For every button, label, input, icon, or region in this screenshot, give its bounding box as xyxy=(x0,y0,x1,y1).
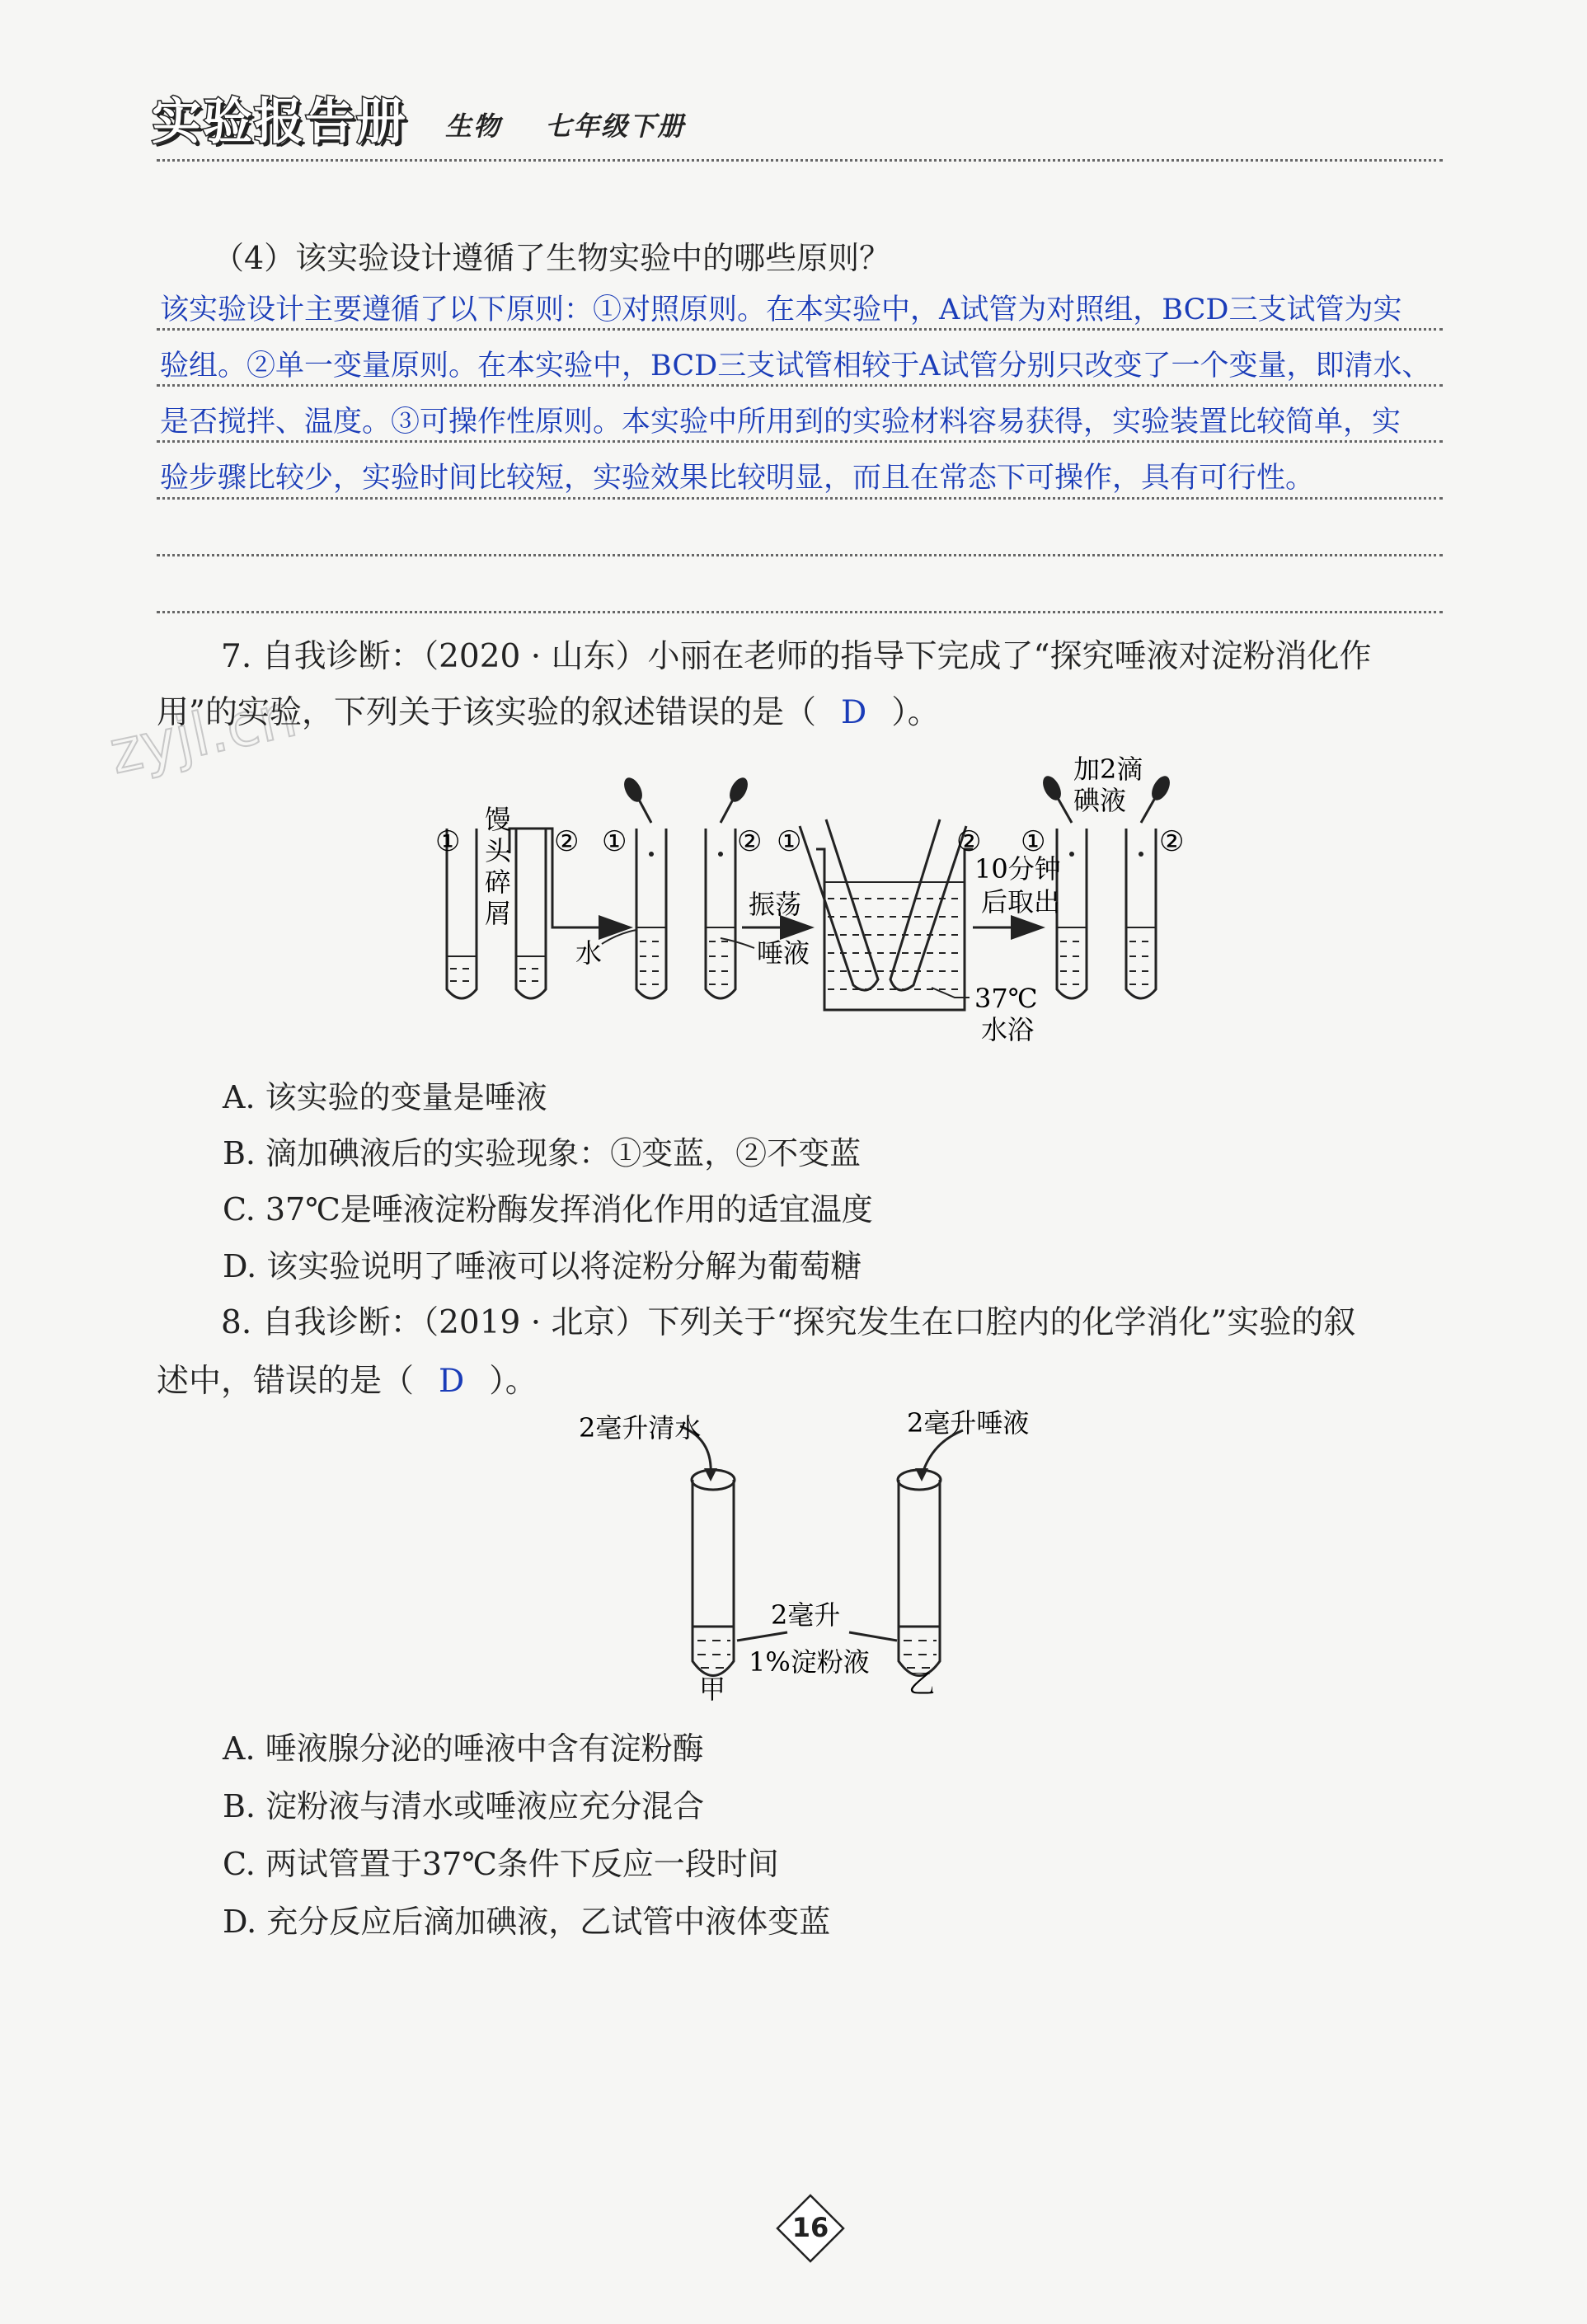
answer-rule xyxy=(157,440,1443,443)
starch-label: 1%淀粉液 xyxy=(749,1646,870,1678)
q4-answer-line: 是否搅拌、温度。③可操作性原则。本实验中所用到的实验材料容易获得，实验装置比较简单，实 xyxy=(160,406,1402,439)
answer-rule xyxy=(157,328,1443,331)
q7-option-b: B. 滴加碘液后的实验现象：①变蓝，②不变蓝 xyxy=(223,1135,862,1171)
circle-1-label: ① xyxy=(1021,825,1046,858)
q8-stem-line2: 述中，错误的是（ D ）。 xyxy=(157,1363,538,1400)
q4-answer-line: 验组。②单一变量原则。在本实验中，BCD三支试管相较于A试管分别只改变了一个变量，即清水、 xyxy=(160,350,1431,383)
header-divider xyxy=(157,159,1443,162)
circle-2-label: ② xyxy=(554,825,580,858)
svg-text:后取出: 后取出 xyxy=(981,886,1061,918)
q4-answer-line: 验步骤比较少，实验时间比较短，实验效果比较明显，而且在常态下可操作，具有可行性。 xyxy=(160,462,1315,495)
circle-1-label: ① xyxy=(602,825,627,858)
ten-minute-label: 10分钟 xyxy=(974,853,1061,885)
water-amount-label: 2毫升清水 xyxy=(579,1412,702,1444)
page-number: 16 xyxy=(791,2212,829,2243)
circle-1-label: ① xyxy=(777,825,802,858)
q8-option-c: C. 两试管置于37℃条件下反应一段时间 xyxy=(223,1846,779,1882)
q8-experiment-figure xyxy=(569,1406,1063,1719)
answer-rule xyxy=(157,611,1443,613)
q8-stem-line1: 8. 自我诊断：（2019 · 北京）下列关于“探究发生在口腔内的化学消化”实验的叙 xyxy=(221,1304,1356,1341)
answer-rule xyxy=(157,554,1443,556)
q8-answer: D xyxy=(439,1363,465,1400)
watermark: zyjl.cn xyxy=(103,680,303,787)
iodine-label: 加2滴 xyxy=(1073,754,1143,785)
saliva-amount-label: 2毫升唾液 xyxy=(907,1407,1030,1439)
mantou-label: 馒 xyxy=(485,804,512,835)
q4-question: （4）该实验设计遵循了生物实验中的哪些原则？ xyxy=(213,240,891,276)
header-subtitle xyxy=(445,106,718,143)
circle-2-label: ② xyxy=(956,825,982,858)
svg-text:头: 头 xyxy=(485,835,512,866)
water-bath-label: 水浴 xyxy=(981,1014,1035,1045)
svg-text:屑: 屑 xyxy=(485,898,512,929)
water-label: 水 xyxy=(575,937,603,969)
circle-2-label: ② xyxy=(737,825,763,858)
header-logo: 实验报告册 xyxy=(152,93,407,151)
q8-option-d: D. 充分反应后滴加碘液，乙试管中液体变蓝 xyxy=(223,1904,831,1940)
temperature-label: 37℃ xyxy=(974,983,1038,1014)
q7-stem-line2: 用”的实验，下列关于该实验的叙述错误的是（ D ）。 xyxy=(157,694,940,731)
subject-label: 生物 xyxy=(445,110,502,142)
tube-yi-label: 乙 xyxy=(909,1668,936,1699)
svg-text:碎: 碎 xyxy=(485,866,512,898)
svg-text:碘液: 碘液 xyxy=(1073,785,1127,816)
shake-label: 振荡 xyxy=(749,889,802,920)
answer-rule xyxy=(157,497,1443,500)
saliva-label: 唾液 xyxy=(757,937,810,969)
grade-label: 七年级下册 xyxy=(545,110,686,142)
tube-jia-label: 甲 xyxy=(699,1674,726,1705)
q8-option-b: B. 淀粉液与清水或唾液应充分混合 xyxy=(223,1788,705,1824)
q7-option-d: D. 该实验说明了唾液可以将淀粉分解为葡萄糖 xyxy=(223,1248,862,1284)
answer-rule xyxy=(157,384,1443,387)
circle-1-label: ① xyxy=(435,825,461,858)
q7-answer: D xyxy=(840,694,867,731)
circle-2-label: ② xyxy=(1159,825,1185,858)
q7-stem-line1: 7. 自我诊断：（2020 · 山东）小丽在老师的指导下完成了“探究唾液对淀粉消化作 xyxy=(221,638,1372,675)
q7-option-c: C. 37℃是唾液淀粉酶发挥消化作用的适宜温度 xyxy=(223,1191,873,1228)
q7-option-a: A. 该实验的变量是唾液 xyxy=(223,1079,547,1115)
two-ml-label: 2毫升 xyxy=(771,1599,841,1631)
q7-experiment-figure xyxy=(404,750,1212,1055)
q4-answer-line: 该实验设计主要遵循了以下原则：①对照原则。在本实验中，A试管为对照组，BCD三支试管为实 xyxy=(160,293,1402,326)
q8-option-a: A. 唾液腺分泌的唾液中含有淀粉酶 xyxy=(223,1730,704,1767)
